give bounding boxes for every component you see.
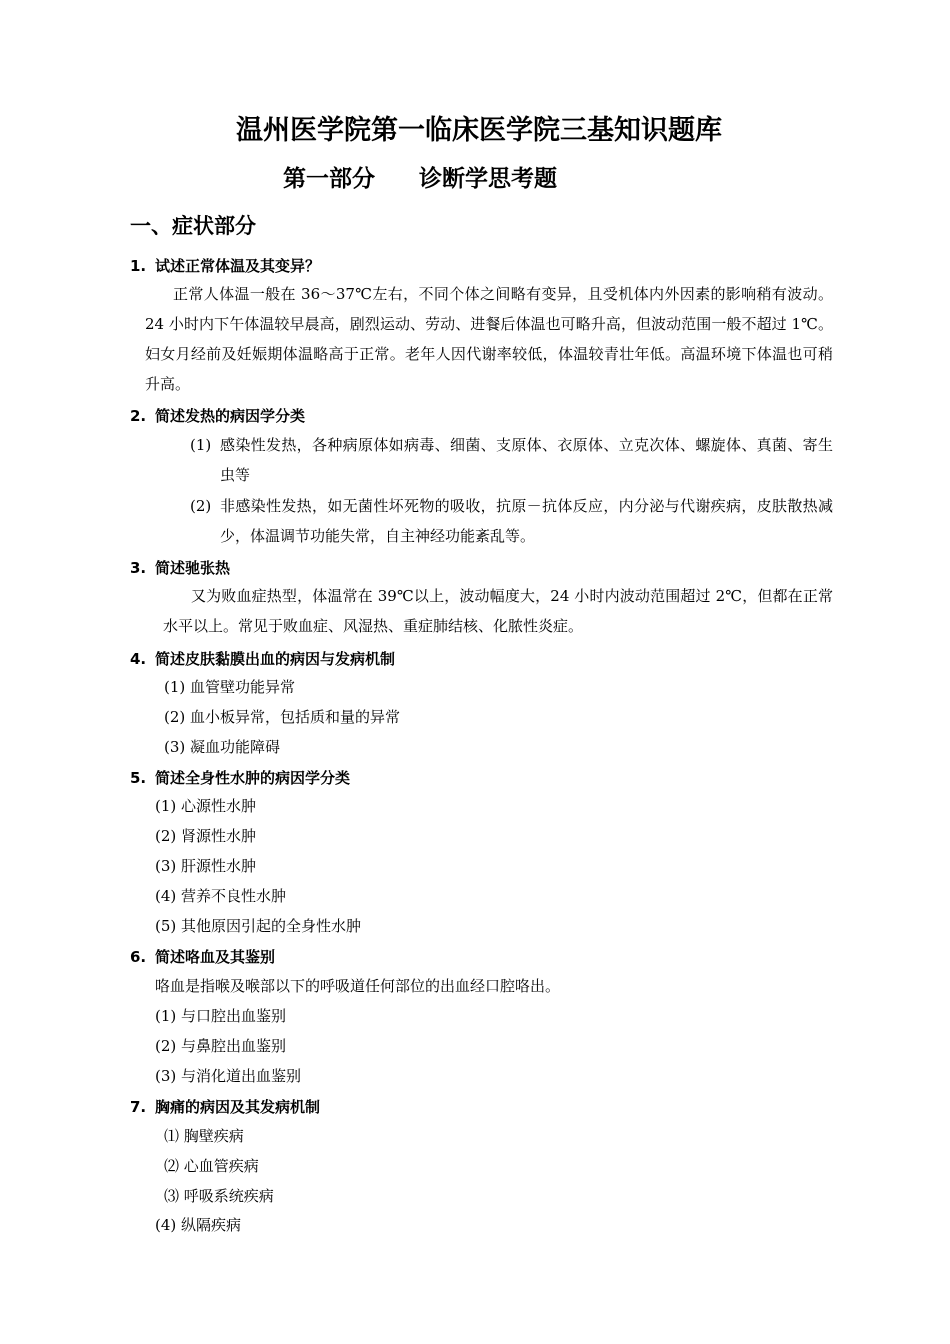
part-heading [283,160,557,193]
list-item: (4) 纵隔疾病 [155,1216,242,1234]
list-item: ⑴ 胸壁疾病 [164,1127,244,1145]
part-label: 第一部分 [283,166,375,192]
list-marker: (1) [190,436,212,454]
question-heading [130,648,395,669]
question-heading [130,946,275,967]
list-item: (1) 与口腔出血鉴别 [155,1007,287,1025]
question-heading [130,557,230,578]
list-item: (5) 其他原因引起的全身性水肿 [155,917,362,935]
list-item: (3) 肝源性水肿 [155,857,257,875]
question-title: 简述皮肤黏膜出血的病因与发病机制 [155,650,396,668]
question-number: 6. [130,948,147,966]
list-item: (2) 血小板异常，包括质和量的异常 [164,708,401,726]
question-number: 7. [130,1098,147,1116]
list-item: (2) 与鼻腔出血鉴别 [155,1037,287,1055]
question-title: 简述驰张热 [155,559,231,577]
question-title: 简述全身性水肿的病因学分类 [155,769,351,787]
list-item-text: 非感染性发热，如无菌性坏死物的吸收，抗原－抗体反应，内分泌与代谢疾病，皮肤散热减少，体温调节功能失常，自主神经功能紊乱等。 [220,497,833,545]
question-title: 胸痛的病因及其发病机制 [155,1098,321,1116]
question-number: 2. [130,407,147,425]
question-heading [130,255,320,276]
question-heading [130,1096,320,1117]
answer-paragraph: 咯血是指喉及喉部以下的呼吸道任何部位的出血经口腔咯出。 [155,977,561,995]
document-title: 温州医学院第一临床医学院三基知识题库 [236,115,722,146]
list-item: (1) 心源性水肿 [155,797,257,815]
question-heading [130,767,350,788]
question-title: 简述咯血及其鉴别 [155,948,276,966]
question-heading [130,405,305,426]
list-item [190,491,833,551]
list-item: ⑵ 心血管疾病 [164,1157,259,1175]
answer-paragraph: 又为败血症热型，体温常在 39℃以上，波动幅度大，24 小时内波动范围超过 2℃，但都在正常水平以上。常见于败血症、风湿热、重症肺结核、化脓性炎症。 [163,587,833,635]
list-item [190,430,833,490]
list-item: (3) 与消化道出血鉴别 [155,1067,302,1085]
part-name: 诊断学思考题 [419,166,557,192]
list-item: ⑶ 呼吸系统疾病 [164,1187,274,1205]
answer-paragraph: 正常人体温一般在 36～37℃左右，不同个体之间略有变异，且受机体内外因素的影响稍有波动。24 小时内下午体温较早晨高，剧烈运动、劳动、进餐后体温也可略升高，但波动范围一般不超过 1℃。妇女月经前及妊娠期体温略高于正常。老年人因代谢率较低，体温较青壮年低。高温环境下体温也可稍升高。 [145,285,833,393]
list-item: (2) 肾源性水肿 [155,827,257,845]
question-number: 5. [130,769,147,787]
list-item-text: 感染性发热，各种病原体如病毒、细菌、支原体、衣原体、立克次体、螺旋体、真菌、寄生虫等 [220,436,833,484]
question-number: 4. [130,650,147,668]
list-item: (4) 营养不良性水肿 [155,887,287,905]
list-marker: (2) [190,497,212,515]
list-item: (1) 血管壁功能异常 [164,678,296,696]
question-title: 简述发热的病因学分类 [155,407,306,425]
question-number: 3. [130,559,147,577]
section-heading: 一、症状部分 [130,214,256,238]
question-number: 1. [130,257,147,275]
list-item: (3) 凝血功能障碍 [164,738,281,756]
question-title: 试述正常体温及其变异？ [155,257,321,275]
